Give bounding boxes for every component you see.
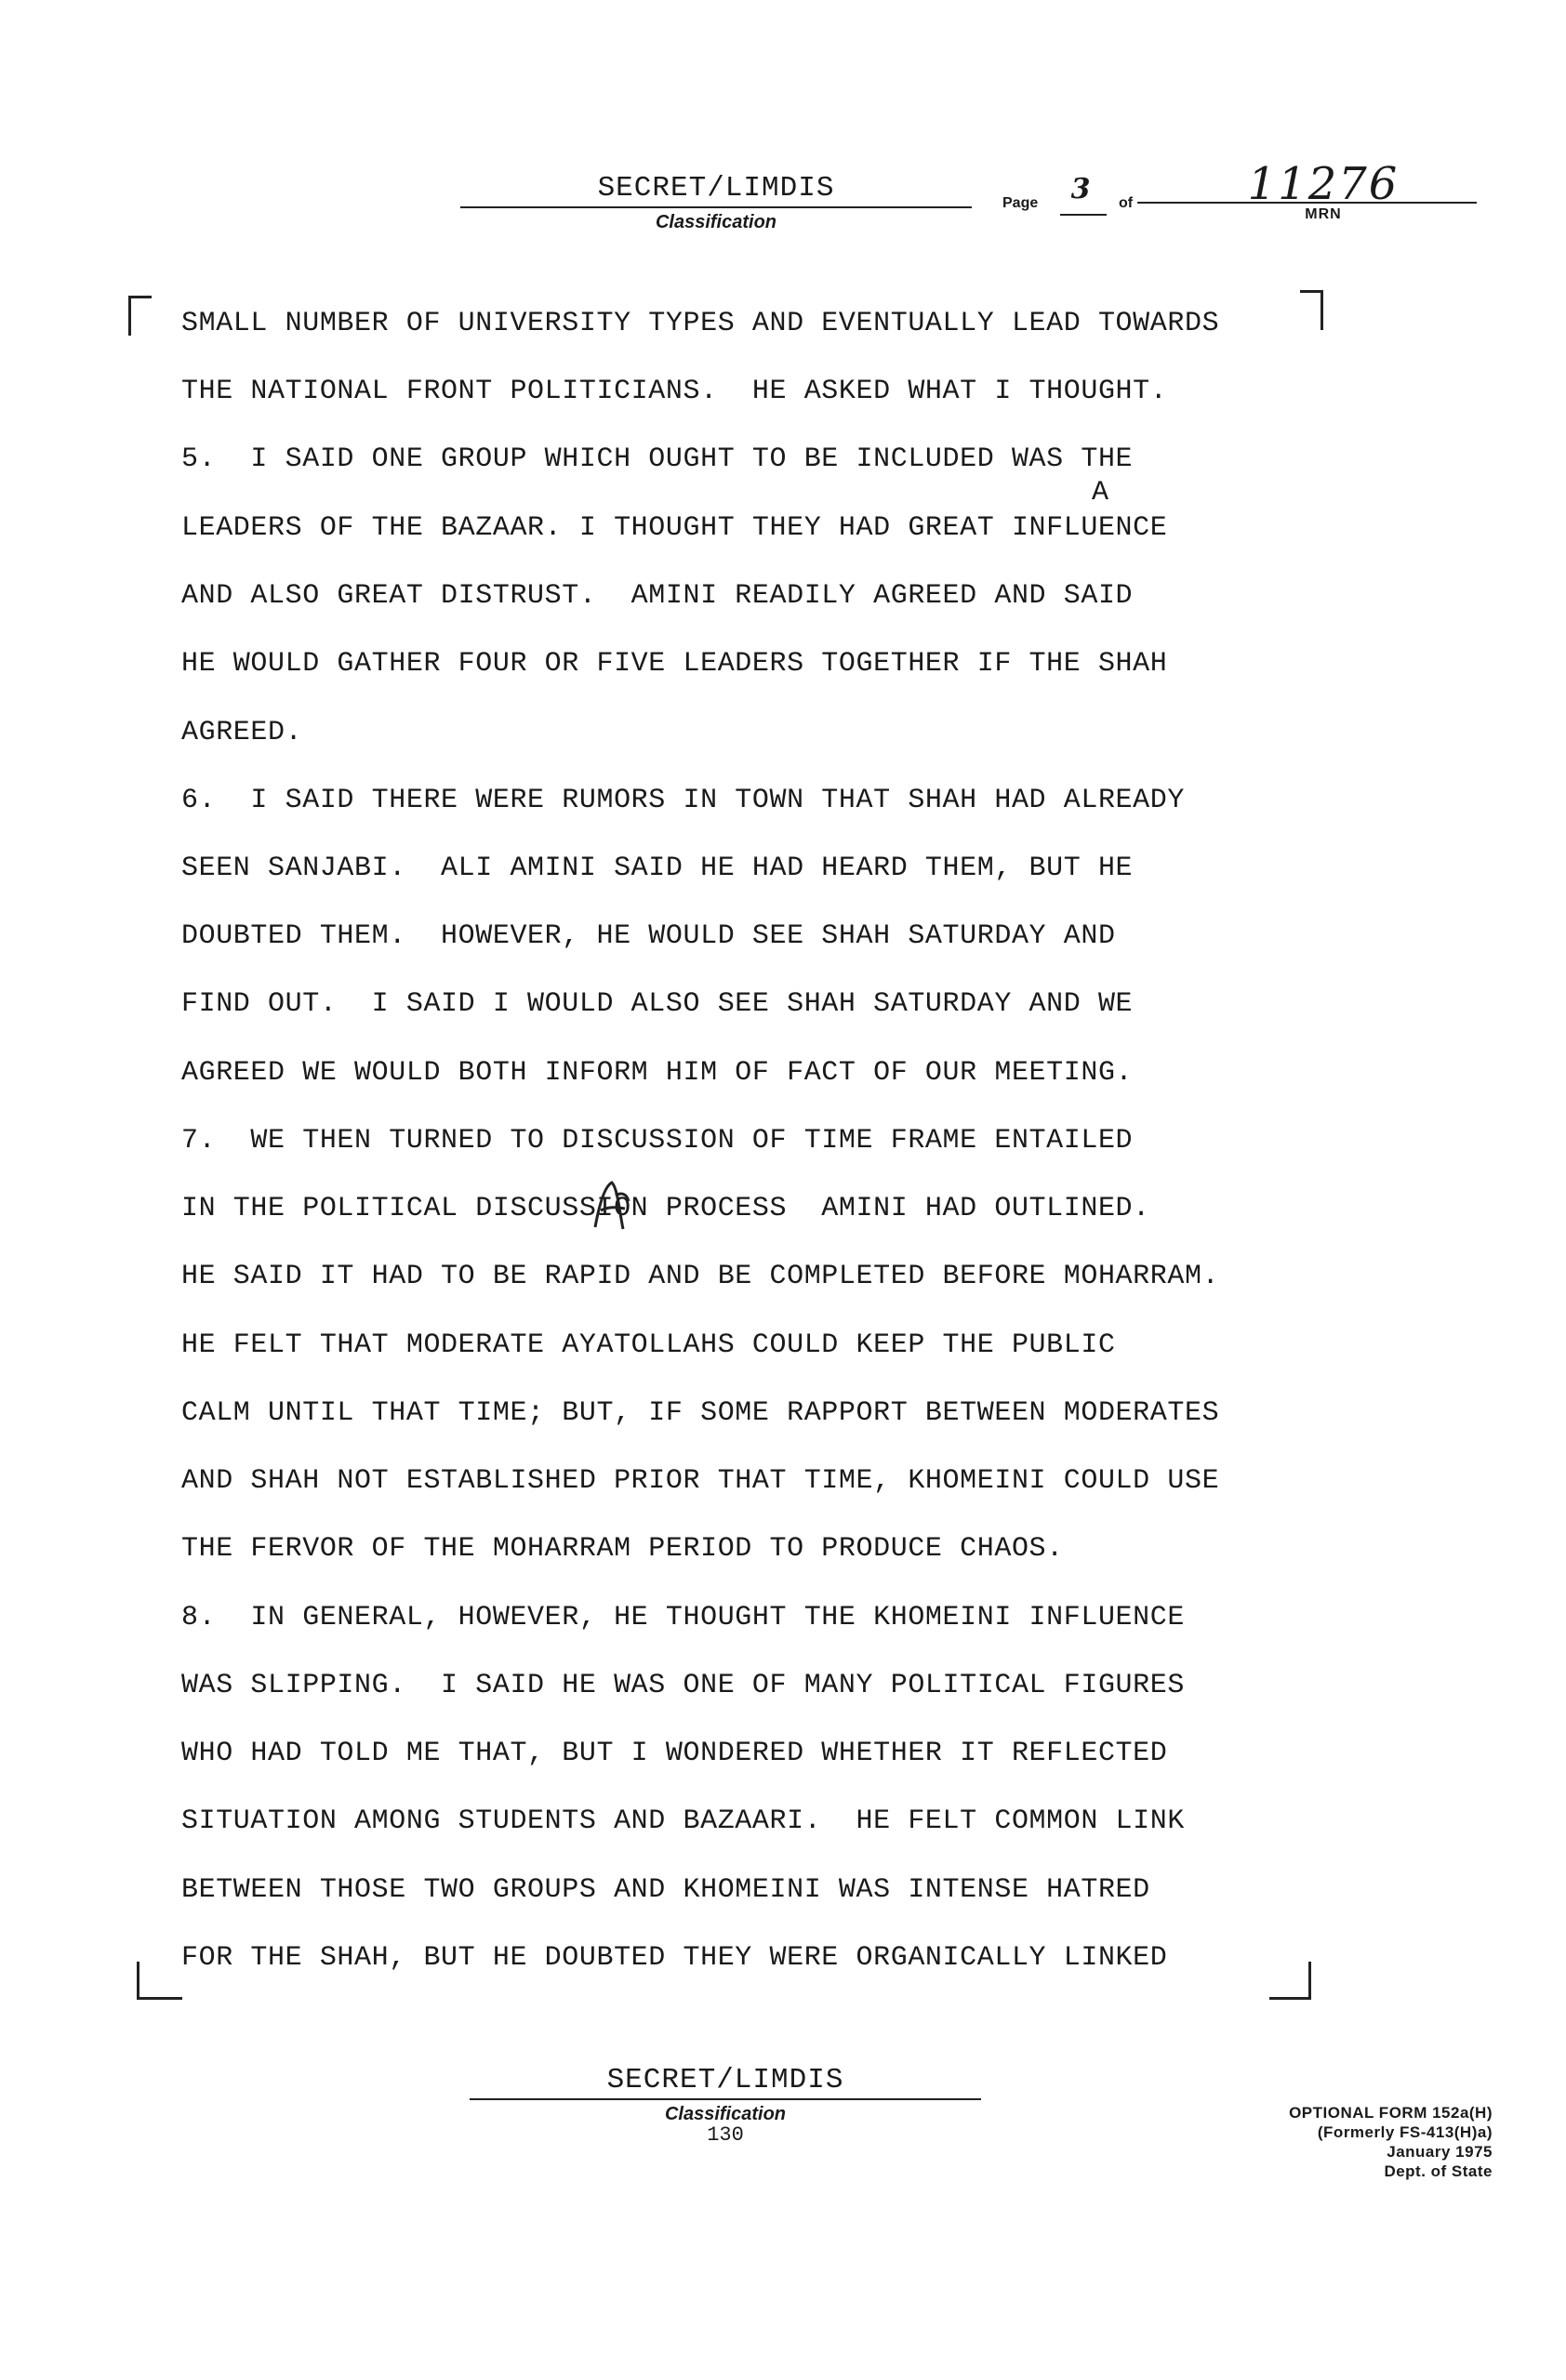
of-label: of xyxy=(1119,195,1134,211)
body-line: WHO HAD TOLD ME THAT, BUT I WONDERED WHETHER IT REFLECTED xyxy=(181,1738,1168,1769)
form-info-line: OPTIONAL FORM 152a(H) xyxy=(1289,2104,1493,2122)
body-line: 6. I SAID THERE WERE RUMORS IN TOWN THAT SHAH HAD ALREADY xyxy=(181,785,1185,816)
form-info xyxy=(1162,2103,1493,2181)
body-line: SMALL NUMBER OF UNIVERSITY TYPES AND EVENTUALLY LEAD TOWARDS xyxy=(181,308,1220,339)
mrn-label: MRN xyxy=(1305,206,1342,222)
body-line: CALM UNTIL THAT TIME; BUT, IF SOME RAPPORT BETWEEN MODERATES xyxy=(181,1397,1220,1429)
footer-classification xyxy=(470,2064,981,2147)
body-line: HE FELT THAT MODERATE AYATOLLAHS COULD KEEP THE PUBLIC xyxy=(181,1329,1116,1361)
body-line: SEEN SANJABI. ALI AMINI SAID HE HAD HEARD THEM, BUT HE xyxy=(181,853,1134,884)
insertion-mark: A xyxy=(1092,477,1109,509)
header-classification-text: SECRET/LIMDIS xyxy=(597,172,835,205)
footer-classification-label: Classification xyxy=(664,2104,787,2124)
body-line: DOUBTED THEM. HOWEVER, HE WOULD SEE SHAH SATURDAY AND xyxy=(181,920,1116,952)
mrn-value: 11276 xyxy=(1247,158,1400,210)
body-line: THE NATIONAL FRONT POLITICIANS. HE ASKED WHAT I THOUGHT. xyxy=(181,376,1168,407)
body-line: BETWEEN THOSE TWO GROUPS AND KHOMEINI WAS INTENSE HATRED xyxy=(181,1874,1150,1906)
body-line: WAS SLIPPING. I SAID HE WAS ONE OF MANY POLITICAL FIGURES xyxy=(181,1670,1185,1701)
body-line: LEADERS OF THE BAZAAR. I THOUGHT THEY HAD GREAT INFLUENCE xyxy=(181,512,1168,544)
footer-page-index: 130 xyxy=(707,2123,744,2147)
body-line: SITUATION AMONG STUDENTS AND BAZAARI. HE FELT COMMON LINK xyxy=(181,1805,1185,1837)
body-line: HE SAID IT HAD TO BE RAPID AND BE COMPLETED BEFORE MOHARRAM. xyxy=(181,1261,1220,1292)
handwritten-correction-mark xyxy=(588,1179,634,1233)
header-classification xyxy=(460,172,972,233)
page-number-rule xyxy=(1060,214,1107,216)
body-line: AGREED WE WOULD BOTH INFORM HIM OF FACT OF OUR MEETING. xyxy=(181,1057,1134,1089)
form-info-line: (Formerly FS-413(H)a) xyxy=(1317,2123,1493,2141)
header-page-info xyxy=(1002,158,1477,229)
bracket-top-right xyxy=(1300,290,1323,330)
footer-classification-rule xyxy=(470,2098,981,2100)
body-line: 5. I SAID ONE GROUP WHICH OUGHT TO BE INCLUDED WAS THE xyxy=(181,443,1134,475)
bracket-top-left xyxy=(128,296,152,336)
body-line: AGREED. xyxy=(181,717,303,748)
form-info-line: Dept. of State xyxy=(1384,2162,1493,2180)
body-line: FOR THE SHAH, BUT HE DOUBTED THEY WERE ORGANICALLY LINKED xyxy=(181,1942,1168,1974)
body-line: IN THE POLITICAL DISCUSSION PROCESS AMINI HAD OUTLINED. xyxy=(181,1193,1150,1224)
header-classification-label: Classification xyxy=(655,212,777,232)
body-line: 8. IN GENERAL, HOWEVER, HE THOUGHT THE KHOMEINI INFLUENCE xyxy=(181,1602,1185,1633)
page-label: Page xyxy=(1002,195,1039,211)
body-line: THE FERVOR OF THE MOHARRAM PERIOD TO PRODUCE CHAOS. xyxy=(181,1533,1064,1565)
form-info-line: January 1975 xyxy=(1387,2143,1493,2161)
body-line: HE WOULD GATHER FOUR OR FIVE LEADERS TOGETHER IF THE SHAH xyxy=(181,648,1168,680)
scribble-icon xyxy=(588,1179,634,1233)
body-line: AND SHAH NOT ESTABLISHED PRIOR THAT TIME, KHOMEINI COULD USE xyxy=(181,1465,1220,1497)
footer-classification-text: SECRET/LIMDIS xyxy=(606,2064,844,2096)
body-line: FIND OUT. I SAID I WOULD ALSO SEE SHAH SATURDAY AND WE xyxy=(181,988,1134,1020)
body-line: AND ALSO GREAT DISTRUST. AMINI READILY AGREED AND SAID xyxy=(181,580,1134,612)
bracket-bottom-right xyxy=(1269,1962,1311,2000)
header-classification-rule xyxy=(460,206,972,208)
page-number: 3 xyxy=(1070,173,1091,205)
body-line: 7. WE THEN TURNED TO DISCUSSION OF TIME FRAME ENTAILED xyxy=(181,1125,1134,1157)
bracket-bottom-left xyxy=(137,1962,182,2000)
